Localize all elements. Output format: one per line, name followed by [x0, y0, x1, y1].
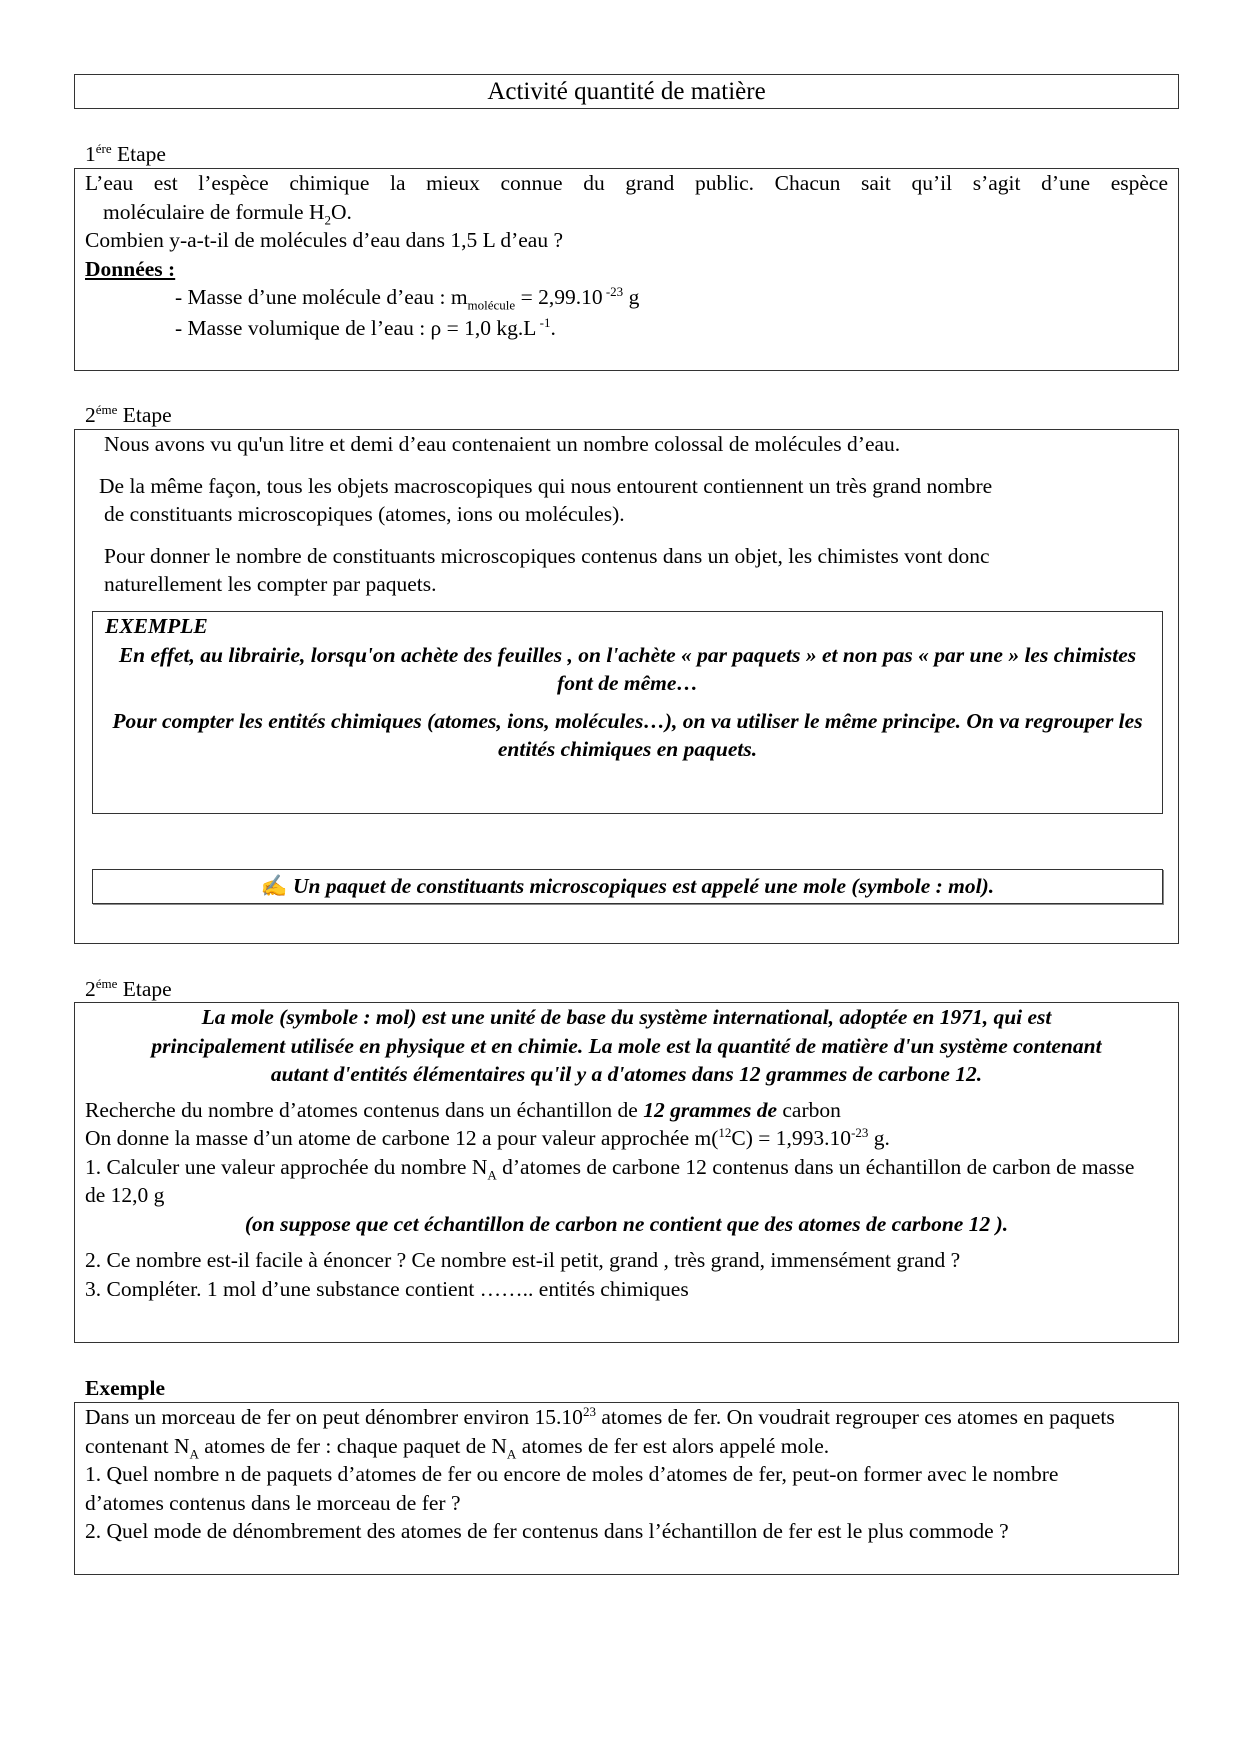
page-title: Activité quantité de matière: [74, 74, 1179, 109]
step3-label: $2^{éme}$ Etape: [85, 975, 172, 1001]
step2-box: Nous avons vu qu'un litre et demi d’eau contenaient un nombre colossal de molécules d’eau. De la même façon, tous les objets macroscopiques qui nous entourent contiennent un très grand nombre de constituants microscopiques (atomes, ions ou molécules). Pour donner le nombre de constituants microscopiques contenus dans un objet, les chimistes vont donc naturellement les compter par paquets. EXEMPLE En effet, au librairie, lorsqu'on achète des feuilles , on l'achète « par paquets » et non pas « par une » les chimistes font de même… Pour compter les entités chimiques (atomes, ions, molécules…), on va utiliser le même principe. On va regrouper les entités chimiques en paquets. ✍ Un paquet de constituants microscopiques est appelé une mole (symbole : mol).: [74, 429, 1179, 944]
example-box: EXEMPLE En effet, au librairie, lorsqu'on achète des feuilles , on l'achète « par paquets » et non pas « par une » les chimistes font de même… Pour compter les entités chimiques (atomes, ions, molécules…), on va utiliser le même principe. On va regrouper les entités chimiques en paquets.: [92, 611, 1163, 814]
step1-box: L’eau est l’espèce chimique la mieux connue du grand public. Chacun sait qu’il s’agit d’une espèce moléculaire de formule $H_2O$. Combien y-a-t-il de molécules d’eau dans 1,5 L d’eau ? Données : - Masse d’une molécule d’eau : $m_{molécule} = 2,99.10$ $^{-23}$ g - Masse volumique de l’eau : ρ = 1,0 kg.L $^{-1}$.: [74, 168, 1179, 371]
writing-hand-icon: ✍: [260, 874, 288, 898]
mole-definition-box: ✍ Un paquet de constituants microscopiques est appelé une mole (symbole : mol).: [92, 869, 1163, 904]
step2-label: $2^{éme}$ Etape: [85, 401, 172, 427]
step1-label: $1^{ére}$ Etape: [85, 140, 166, 166]
step3-box: La mole (symbole : mol) est une unité de base du système international, adoptée en 1971, qui est principalement utilisée en physique et en chimie. La mole est la quantité de matière d'un système contenant autant d'entités élémentaires qu'il y a d'atomes dans 12 grammes de carbone 12. Recherche du nombre d’atomes contenus dans un échantillon de 12 grammes de carbon On donne la masse d’un atome de carbone 12 a pour valeur approchée $m(^{12}C) = 1,993.10^{-23}$ g. 1. Calculer une valeur approchée du nombre $N_A$ d’atomes de carbone 12 contenus dans un échantillon de carbon de masse de 12,0 g (on suppose que cet échantillon de carbon ne contient que des atomes de carbone 12 ). 2. Ce nombre est-il facile à énoncer ? Ce nombre est-il petit, grand , très grand, immensément grand ? 3. Compléter. 1 mol d’une substance contient …….. entités chimiques: [74, 1002, 1179, 1343]
example-label: Exemple: [85, 1376, 166, 1400]
example-exercise-box: Dans un morceau de fer on peut dénombrer environ 15.10$^{23}$ atomes de fer. On voudrait regrouper ces atomes en paquets contenant $N_A$ atomes de fer : chaque paquet de $N_A$ atomes de fer est alors appelé mole. 1. Quel nombre n de paquets d’atomes de fer ou encore de moles d’atomes de fer, peut-on former avec le nombre d’atomes contenus dans le morceau de fer ? 2. Quel mode de dénombrement des atomes de fer contenus dans l’échantillon de fer est le plus commode ?: [74, 1402, 1179, 1575]
